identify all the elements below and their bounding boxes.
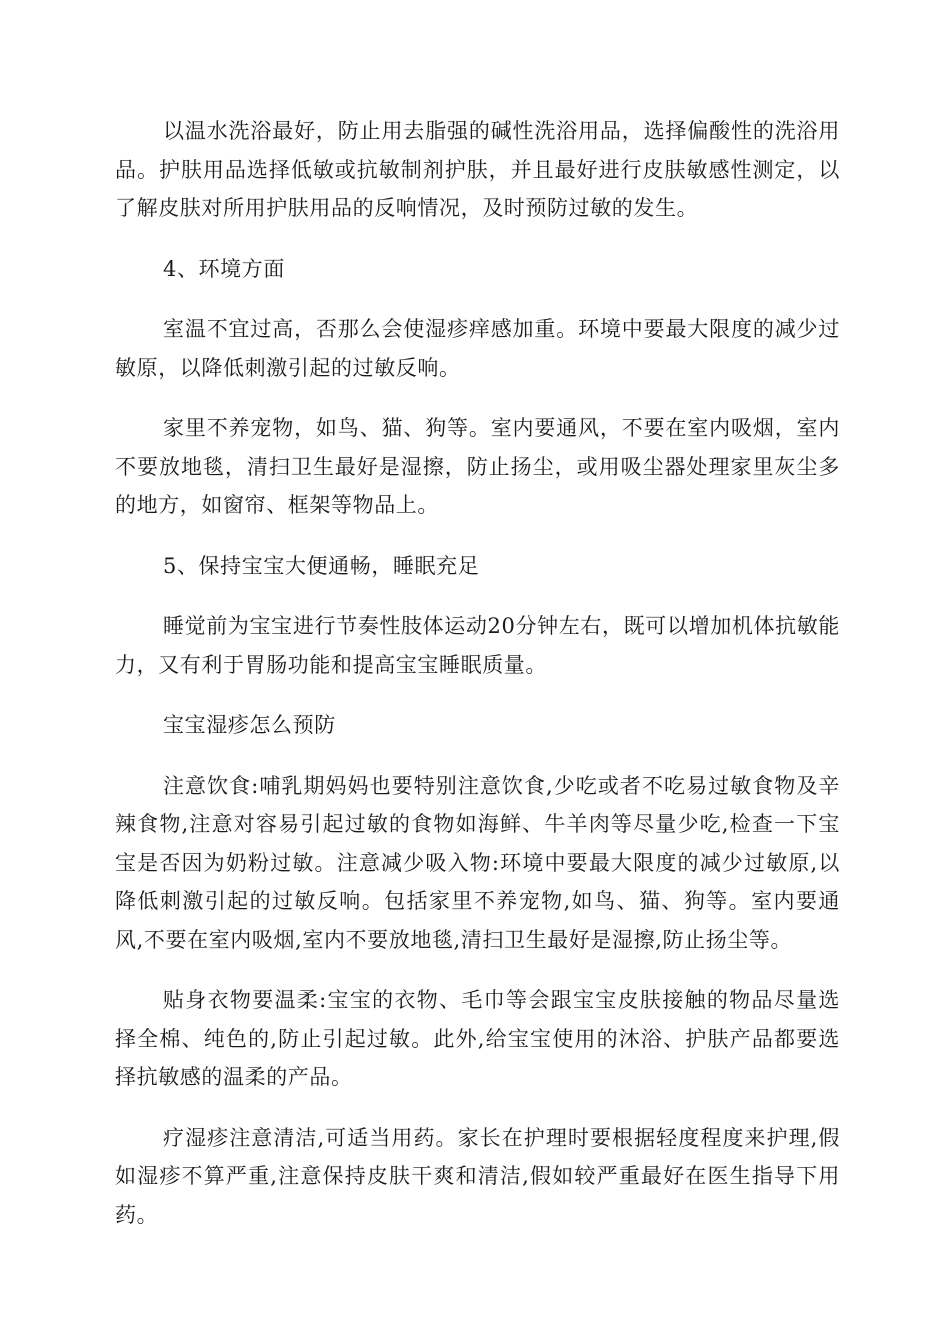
paragraph-room-temperature: 室温不宜过高，否那么会使湿疹痒感加重。环境中要最大限度的减少过敏原，以降低刺激引起的过敏反响。 <box>115 317 840 380</box>
paragraph-household: 家里不养宠物，如鸟、猫、狗等。室内要通风，不要在室内吸烟，室内不要放地毯，清扫卫生最好是湿擦，防止扬尘，或用吸尘器处理家里灰尘多的地方，如窗帘、框架等物品上。 <box>115 416 840 517</box>
paragraph-exercise: 睡觉前为宝宝进行节奏性肢体运动20分钟左右，既可以增加机体抗敏能力，又有利于胃肠功能和提高宝宝睡眠质量。 <box>115 614 840 677</box>
section-heading-prevention: 宝宝湿疹怎么预防 <box>163 713 336 737</box>
paragraph-diet: 注意饮食:哺乳期妈妈也要特别注意饮食,少吃或者不吃易过敏食物及辛辣食物,注意对容易引起过敏的食物如海鲜、牛羊肉等尽量少吃,检查一下宝宝是否因为奶粉过敏。注意减少吸入物:环境中要最大限度的减少过敏原,以降低刺激引起的过敏反响。包括家里不养宠物,如鸟、猫、狗等。室内要通风,不要在室内吸烟,室内不要放地毯,清扫卫生最好是湿擦,防止扬尘等。 <box>115 773 840 952</box>
paragraph-bathing-products: 以温水洗浴最好，防止用去脂强的碱性洗浴用品，选择偏酸性的洗浴用品。护肤用品选择低敏或抗敏制剂护肤，并且最好进行皮肤敏感性测定，以了解皮肤对所用护肤用品的反响情况，及时预防过敏的发生。 <box>115 119 840 220</box>
section-heading-bowel-sleep: 5、保持宝宝大便通畅，睡眠充足 <box>163 553 480 578</box>
paragraph-treatment: 疗湿疹注意清洁,可适当用药。家长在护理时要根据轻度程度来护理,假如湿疹不算严重,注意保持皮肤干爽和清洁,假如较严重最好在医生指导下用药。 <box>115 1125 840 1227</box>
paragraph-clothing: 贴身衣物要温柔:宝宝的衣物、毛巾等会跟宝宝皮肤接触的物品尽量选择全棉、纯色的,防止引起过敏。此外,给宝宝使用的沐浴、护肤产品都要选择抗敏感的温柔的产品。 <box>115 988 840 1089</box>
section-heading-environment: 4、环境方面 <box>163 256 285 281</box>
document-body <box>115 112 840 1256</box>
